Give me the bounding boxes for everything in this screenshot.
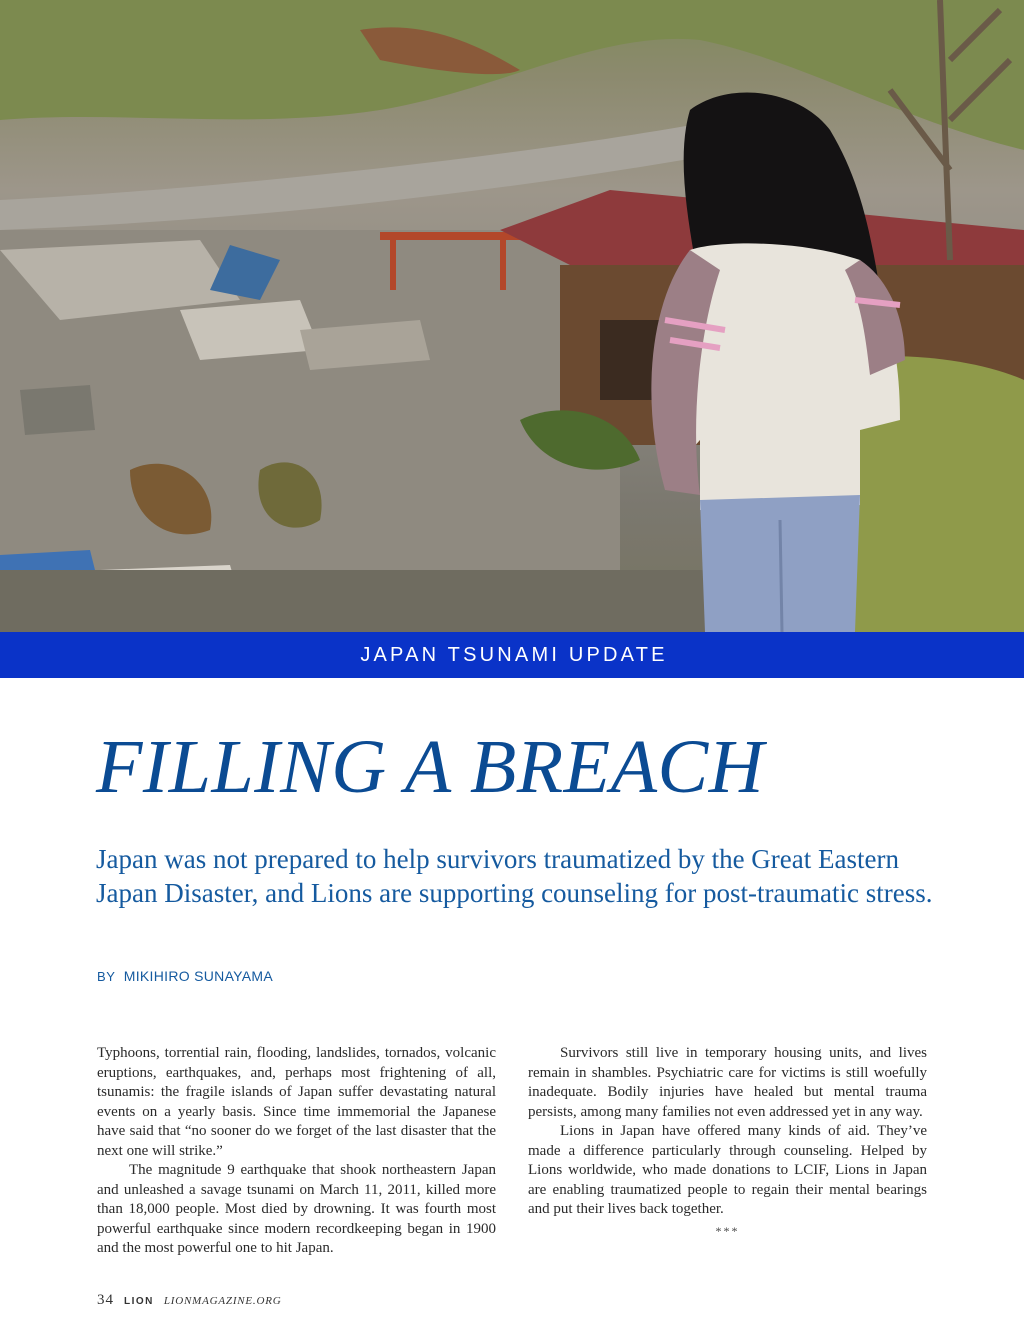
section-break-ornament: *** <box>715 1223 740 1238</box>
body-column-left <box>97 1044 496 1259</box>
article-title: FILLING A BREACH <box>96 725 765 809</box>
photo-illustration <box>0 0 1024 632</box>
body-paragraph: Survivors still live in temporary housing units, and lives remain in shambles. Psychiatric care for victims is still woefully inadequate. Bodily injuries have healed but mental trauma persists, among many families not even addressed yet in any way. <box>528 1045 927 1120</box>
section-banner <box>0 632 1024 678</box>
page-number: 34 <box>97 1292 114 1308</box>
article-deck: Japan was not prepared to help survivors traumatized by the Great Eastern Japan Disaster, and Lions are supporting counseling for post-traumatic stress. <box>96 844 933 908</box>
author-name: MIKIHIRO SUNAYAMA <box>123 968 274 984</box>
body-paragraph: The magnitude 9 earthquake that shook northeastern Japan and unleashed a savage tsunami on March 11, 2011, killed more than 18,000 people. Most died by drowning. It was fourth most powerful earthquake since modern recordkeeping began in 1900 and the most powerful one to hit Japan. <box>97 1162 496 1256</box>
magazine-name: LION <box>124 1296 154 1307</box>
body-column-right <box>528 1044 927 1241</box>
body-paragraph: Typhoons, torrential rain, flooding, landslides, tornados, volcanic eruptions, earthquakes, and, perhaps most frightening of all, tsunamis: the fragile islands of Japan suffer devastating natural events on a yearly basis. Since time immemorial the Japanese have said that “no sooner do we forget of the last disaster that the next one will strike.” <box>97 1045 496 1159</box>
page-footer <box>97 1292 282 1309</box>
section-label: JAPAN TSUNAMI UPDATE <box>360 643 668 666</box>
website-link[interactable]: LIONMAGAZINE.ORG <box>163 1295 282 1307</box>
byline <box>97 968 273 984</box>
hero-photo <box>0 0 1024 632</box>
byline-prefix: BY <box>97 969 116 984</box>
body-paragraph: Lions in Japan have offered many kinds of aid. They’ve made a difference particularly through counseling. Helped by Lions worldwide, who made donations to LCIF, Lions in Japan are enabling traumatized people to regain their mental bearings and put their lives back together. <box>528 1123 927 1217</box>
